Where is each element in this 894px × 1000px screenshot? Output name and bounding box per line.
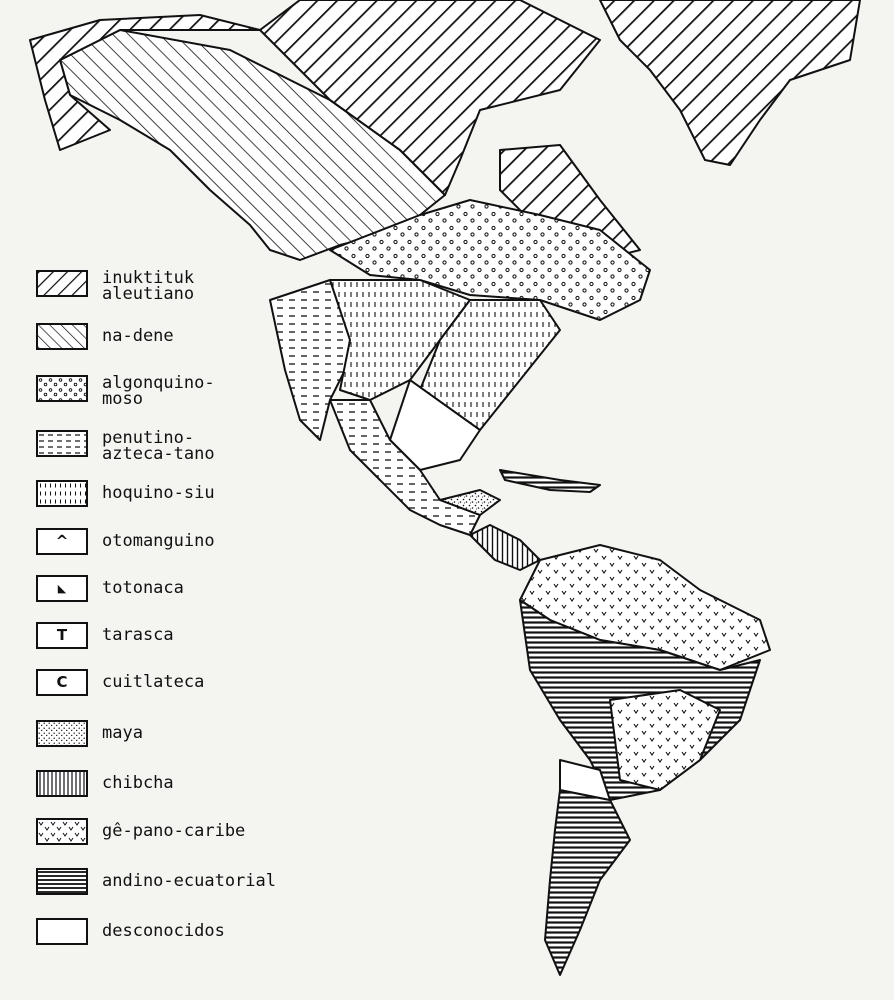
legend-item-hoquino xyxy=(36,480,215,516)
region-greenland xyxy=(600,0,860,165)
region-caribbean xyxy=(500,470,600,492)
legend-item-ge-pano-caribe xyxy=(36,818,245,854)
legend-label: desconocidos xyxy=(102,921,225,941)
vertical-lines-icon xyxy=(36,770,88,797)
legend-item-penutino xyxy=(36,430,215,466)
legend-label: otomanguino xyxy=(102,531,215,551)
legend-item-tarasca xyxy=(36,622,174,658)
legend-item-algonquino xyxy=(36,375,215,411)
legend-label: andino-ecuatorial xyxy=(102,871,276,891)
legend-label: inuktituk aleutiano xyxy=(102,268,195,304)
caret-icon: ^ xyxy=(36,528,88,555)
legend-label: cuitlateca xyxy=(102,672,205,692)
letter-t-icon: T xyxy=(36,622,88,649)
blot-icon: ◣ xyxy=(36,575,88,602)
legend-item-otomanguino xyxy=(36,528,215,564)
circle-dots-icon xyxy=(36,375,88,402)
legend-item-desconocidos xyxy=(36,918,225,954)
horizontal-lines-icon xyxy=(36,868,88,895)
legend-label: maya xyxy=(102,723,143,743)
diagonal-hatch-left-icon xyxy=(36,323,88,350)
legend-label: totonaca xyxy=(102,578,184,598)
diagonal-hatch-icon xyxy=(36,270,88,297)
legend-label: chibcha xyxy=(102,773,174,793)
legend-label: gê-pano-caribe xyxy=(102,821,246,841)
stipple-icon xyxy=(36,720,88,747)
legend-label: hoquino-siu xyxy=(102,483,215,503)
region-ge-pano-brazil xyxy=(610,690,720,790)
letter-c-icon: C xyxy=(36,669,88,696)
legend-label: penutino- azteca-tano xyxy=(102,428,215,464)
legend-item-cuitlateca xyxy=(36,669,204,705)
legend-label: na-dene xyxy=(102,326,174,346)
legend-label: tarasca xyxy=(102,625,174,645)
vee-marks-icon xyxy=(36,818,88,845)
legend-item-maya xyxy=(36,720,143,756)
legend-item-andino-ecuatorial xyxy=(36,868,276,904)
legend-item-totonaca xyxy=(36,575,184,611)
region-southern-cone xyxy=(545,790,630,975)
legend-item-na-dene xyxy=(36,323,174,359)
vertical-ticks-icon xyxy=(36,480,88,507)
legend-item-chibcha xyxy=(36,770,174,806)
region-chibcha xyxy=(470,525,540,570)
legend-label: algonquino- moso xyxy=(102,373,215,409)
dash-lines-icon xyxy=(36,430,88,457)
legend-item-inuktituk xyxy=(36,270,194,306)
blank-icon xyxy=(36,918,88,945)
